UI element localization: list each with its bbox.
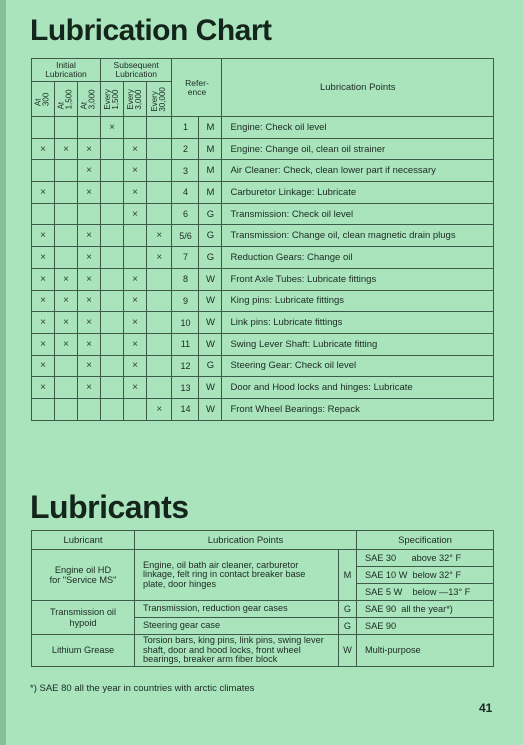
interval-mark: × xyxy=(32,247,55,269)
lubricant-points: Engine, oil bath air cleaner, carburetor linkage, felt ring in contact breaker base plate, door hinges xyxy=(135,550,339,601)
interval-mark: × xyxy=(78,312,101,334)
interval-mark: × xyxy=(78,290,101,312)
interval-mark: × xyxy=(124,138,147,160)
reference-number: 4 xyxy=(172,182,199,204)
interval-header: At 1,500 xyxy=(55,82,78,117)
chart-row xyxy=(32,377,494,399)
interval-mark: × xyxy=(147,398,172,420)
interval-mark xyxy=(147,377,172,399)
lubricant-code: G xyxy=(339,618,357,635)
interval-mark: × xyxy=(32,182,55,204)
reference-number: 3 xyxy=(172,160,199,182)
lubricant-code: M xyxy=(199,117,222,139)
interval-mark: × xyxy=(124,355,147,377)
interval-mark xyxy=(101,138,124,160)
lubricant-points: Transmission, reduction gear cases xyxy=(135,601,339,618)
lubricants-title: Lubricants xyxy=(30,489,189,525)
interval-header: At 3,000 xyxy=(78,82,101,117)
interval-mark xyxy=(55,225,78,247)
chart-row xyxy=(32,160,494,182)
lubricant-spec: SAE 5 W below —13° F xyxy=(357,584,494,601)
interval-mark xyxy=(124,398,147,420)
lubricant-code: G xyxy=(199,247,222,269)
reference-number: 6 xyxy=(172,203,199,225)
lubrication-point: Engine: Check oil level xyxy=(222,117,494,139)
reference-number: 8 xyxy=(172,268,199,290)
interval-mark: × xyxy=(101,117,124,139)
interval-mark xyxy=(101,268,124,290)
reference-number: 10 xyxy=(172,312,199,334)
lubrication-points-col-header: Lubrication Points xyxy=(135,531,357,550)
lubricant-points: Torsion bars, king pins, link pins, swing lever shaft, door and hood locks, front wheel bearings, breaker arm fiber block xyxy=(135,635,339,667)
interval-mark xyxy=(55,117,78,139)
interval-mark: × xyxy=(78,138,101,160)
interval-mark: × xyxy=(32,333,55,355)
initial-lubrication-header: Initial Lubrication xyxy=(32,59,101,82)
interval-mark xyxy=(101,398,124,420)
interval-mark: × xyxy=(55,290,78,312)
interval-mark xyxy=(147,355,172,377)
interval-mark: × xyxy=(32,138,55,160)
interval-mark: × xyxy=(147,247,172,269)
interval-header: Every 1,500 xyxy=(101,82,124,117)
lubrication-point: Steering Gear: Check oil level xyxy=(222,355,494,377)
interval-mark xyxy=(78,117,101,139)
lubricant-spec: SAE 10 W below 32° F xyxy=(357,567,494,584)
interval-header: Every 3,000 xyxy=(124,82,147,117)
interval-mark xyxy=(101,182,124,204)
interval-mark xyxy=(147,160,172,182)
lubrication-point: Carburetor Linkage: Lubricate xyxy=(222,182,494,204)
interval-mark: × xyxy=(78,247,101,269)
chart-row xyxy=(32,398,494,420)
subsequent-lubrication-header: Subsequent Lubrication xyxy=(101,59,172,82)
lubricant-spec: SAE 90 xyxy=(357,618,494,635)
interval-mark: × xyxy=(32,290,55,312)
interval-mark xyxy=(55,398,78,420)
lubricant-code: G xyxy=(199,203,222,225)
interval-mark: × xyxy=(78,182,101,204)
lubricant-header: Lubricant xyxy=(32,531,135,550)
chart-row xyxy=(32,203,494,225)
interval-mark: × xyxy=(147,225,172,247)
interval-mark: × xyxy=(55,138,78,160)
reference-number: 13 xyxy=(172,377,199,399)
interval-mark xyxy=(147,182,172,204)
chart-row xyxy=(32,312,494,334)
page-binding-edge xyxy=(0,0,6,745)
chart-row xyxy=(32,182,494,204)
interval-mark xyxy=(101,355,124,377)
reference-number: 1 xyxy=(172,117,199,139)
interval-mark xyxy=(32,117,55,139)
interval-mark: × xyxy=(55,268,78,290)
chart-row xyxy=(32,138,494,160)
interval-mark: × xyxy=(124,312,147,334)
interval-mark xyxy=(101,225,124,247)
interval-mark xyxy=(78,398,101,420)
interval-mark: × xyxy=(124,333,147,355)
lubricant-code: W xyxy=(199,333,222,355)
lubricant-spec: Multi-purpose xyxy=(357,635,494,667)
chart-row xyxy=(32,247,494,269)
lubricant-code: G xyxy=(199,225,222,247)
chart-row xyxy=(32,355,494,377)
interval-mark: × xyxy=(124,290,147,312)
lubrication-point: Air Cleaner: Check, clean lower part if necessary xyxy=(222,160,494,182)
lubricant-row xyxy=(32,601,494,618)
lubricant-row xyxy=(32,635,494,667)
lubricant-spec: SAE 90 all the year*) xyxy=(357,601,494,618)
interval-mark xyxy=(101,160,124,182)
lubricant-row xyxy=(32,550,494,567)
lubricant-name: Engine oil HD for "Service MS" xyxy=(32,550,135,601)
reference-number: 12 xyxy=(172,355,199,377)
interval-mark xyxy=(147,312,172,334)
chart-row xyxy=(32,225,494,247)
interval-mark: × xyxy=(124,182,147,204)
chart-row xyxy=(32,290,494,312)
lubricants-table xyxy=(31,530,494,667)
lubricant-code: W xyxy=(199,377,222,399)
reference-number: 11 xyxy=(172,333,199,355)
interval-mark: × xyxy=(32,377,55,399)
lubricant-code: W xyxy=(199,268,222,290)
lubrication-point: Front Wheel Bearings: Repack xyxy=(222,398,494,420)
lubricant-code: M xyxy=(199,182,222,204)
lubricant-points: Steering gear case xyxy=(135,618,339,635)
lubrication-points-header: Lubrication Points xyxy=(222,59,494,117)
reference-number: 7 xyxy=(172,247,199,269)
lubrication-point: Swing Lever Shaft: Lubricate fitting xyxy=(222,333,494,355)
interval-mark xyxy=(124,117,147,139)
interval-mark xyxy=(101,377,124,399)
page-number: 41 xyxy=(479,701,493,715)
interval-mark xyxy=(147,268,172,290)
reference-header: Refer- ence xyxy=(172,59,222,117)
lubricant-code: W xyxy=(199,312,222,334)
interval-mark: × xyxy=(124,203,147,225)
interval-mark xyxy=(101,203,124,225)
interval-mark: × xyxy=(32,225,55,247)
lubricant-code: M xyxy=(339,550,357,601)
lubrication-point: Front Axle Tubes: Lubricate fittings xyxy=(222,268,494,290)
reference-number: 14 xyxy=(172,398,199,420)
lubrication-chart-title: Lubrication Chart xyxy=(30,14,272,47)
interval-mark xyxy=(147,117,172,139)
interval-mark xyxy=(55,203,78,225)
interval-mark: × xyxy=(32,268,55,290)
interval-mark xyxy=(78,203,101,225)
lubrication-chart-table xyxy=(31,58,494,421)
lubrication-point: Transmission: Check oil level xyxy=(222,203,494,225)
lubrication-point: Engine: Change oil, clean oil strainer xyxy=(222,138,494,160)
lubricant-code: W xyxy=(199,290,222,312)
interval-mark xyxy=(147,290,172,312)
chart-row xyxy=(32,117,494,139)
interval-mark: × xyxy=(78,268,101,290)
interval-mark xyxy=(147,203,172,225)
reference-number: 2 xyxy=(172,138,199,160)
lubricant-code: M xyxy=(199,138,222,160)
interval-mark: × xyxy=(78,355,101,377)
chart-row xyxy=(32,333,494,355)
lubrication-point: Reduction Gears: Change oil xyxy=(222,247,494,269)
reference-number: 5/6 xyxy=(172,225,199,247)
interval-mark xyxy=(32,398,55,420)
lubrication-point: Door and Hood locks and hinges: Lubricate xyxy=(222,377,494,399)
interval-mark xyxy=(32,160,55,182)
lubricant-code: G xyxy=(199,355,222,377)
interval-mark xyxy=(101,312,124,334)
interval-mark: × xyxy=(124,160,147,182)
interval-mark: × xyxy=(78,333,101,355)
interval-mark xyxy=(124,247,147,269)
interval-mark: × xyxy=(78,160,101,182)
lubrication-point: King pins: Lubricate fittings xyxy=(222,290,494,312)
lubricant-code: M xyxy=(199,160,222,182)
interval-mark xyxy=(55,377,78,399)
interval-mark xyxy=(55,355,78,377)
interval-mark: × xyxy=(32,312,55,334)
lubricant-name: Transmission oil hypoid xyxy=(32,601,135,635)
interval-mark xyxy=(101,247,124,269)
interval-mark xyxy=(101,290,124,312)
interval-mark xyxy=(101,333,124,355)
interval-mark xyxy=(32,203,55,225)
interval-header: At 300 xyxy=(32,82,55,117)
interval-mark: × xyxy=(32,355,55,377)
interval-mark: × xyxy=(55,312,78,334)
lubricant-code: G xyxy=(339,601,357,618)
footnote: *) SAE 80 all the year in countries with arctic climates xyxy=(30,683,255,694)
interval-mark: × xyxy=(78,225,101,247)
lubricant-name: Lithium Grease xyxy=(32,635,135,667)
lubrication-point: Link pins: Lubricate fittings xyxy=(222,312,494,334)
interval-mark xyxy=(147,333,172,355)
interval-mark xyxy=(55,182,78,204)
lubricant-code: W xyxy=(199,398,222,420)
lubricant-spec: SAE 30 above 32° F xyxy=(357,550,494,567)
interval-mark xyxy=(147,138,172,160)
interval-mark: × xyxy=(124,268,147,290)
interval-mark: × xyxy=(124,377,147,399)
chart-row xyxy=(32,268,494,290)
lubricant-code: W xyxy=(339,635,357,667)
interval-mark xyxy=(55,247,78,269)
specification-header: Specification xyxy=(357,531,494,550)
interval-mark: × xyxy=(55,333,78,355)
reference-number: 9 xyxy=(172,290,199,312)
interval-mark: × xyxy=(78,377,101,399)
interval-mark xyxy=(55,160,78,182)
interval-header: Every 30,000 xyxy=(147,82,172,117)
lubrication-point: Transmission: Change oil, clean magnetic drain plugs xyxy=(222,225,494,247)
interval-mark xyxy=(124,225,147,247)
